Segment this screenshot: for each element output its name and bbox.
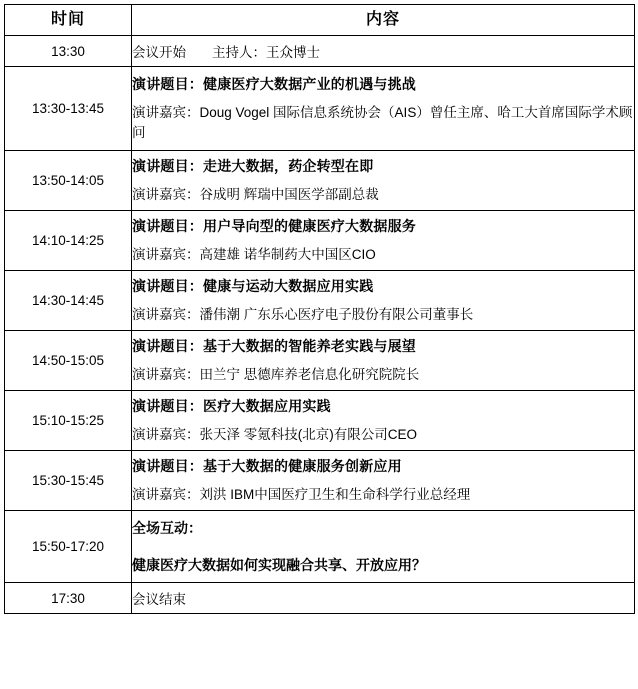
session-title: 演讲题目：健康医疗大数据产业的机遇与挑战: [132, 75, 416, 92]
column-header-time: 时间: [5, 5, 132, 36]
row-content-left: 会议开始: [132, 45, 186, 60]
table-header-row: [5, 5, 635, 36]
table-row: [5, 331, 635, 391]
column-header-content: 内容: [132, 5, 635, 36]
row-content: [132, 583, 635, 614]
panel-topic: 健康医疗大数据如何实现融合共享、开放应用？: [132, 556, 426, 573]
session-title: 演讲题目：走进大数据，药企转型在即: [132, 157, 374, 174]
table-row: [5, 511, 635, 583]
row-content-left: 会议结束: [132, 592, 186, 607]
table-row: [5, 211, 635, 271]
row-time: 17:30: [5, 583, 132, 614]
session-guest: 演讲嘉宾：高建雄 诺华制药大中国区CIO: [132, 246, 376, 262]
session-guest: 演讲嘉宾：谷成明 辉瑞中国医学部副总裁: [132, 186, 379, 202]
row-content: [132, 271, 635, 331]
session-guest: 演讲嘉宾：张天泽 零氪科技(北京)有限公司CEO: [132, 426, 417, 442]
row-content: [132, 36, 635, 67]
row-time: 14:30-14:45: [5, 271, 132, 331]
row-time: 15:10-15:25: [5, 391, 132, 451]
row-time: 13:30-13:45: [5, 67, 132, 151]
session-guest: 演讲嘉宾：田兰宁 思德库养老信息化研究院院长: [132, 366, 420, 382]
table-row: [5, 271, 635, 331]
session-title: 演讲题目：用户导向型的健康医疗大数据服务: [132, 217, 416, 234]
agenda-table: [4, 4, 635, 614]
table-row: [5, 583, 635, 614]
row-time: 14:10-14:25: [5, 211, 132, 271]
session-guest: 演讲嘉宾：刘洪 IBM中国医疗卫生和生命科学行业总经理: [132, 486, 471, 502]
row-content: [132, 151, 635, 211]
row-time: 14:50-15:05: [5, 331, 132, 391]
row-content: [132, 391, 635, 451]
table-row: [5, 67, 635, 151]
row-time: 13:30: [5, 36, 132, 67]
row-content: [132, 67, 635, 151]
session-title: 演讲题目：医疗大数据应用实践: [132, 397, 331, 414]
table-row: [5, 391, 635, 451]
row-content: [132, 331, 635, 391]
row-content: [132, 451, 635, 511]
session-title: 演讲题目：基于大数据的健康服务创新应用: [132, 457, 402, 474]
row-time: 13:50-14:05: [5, 151, 132, 211]
table-row: [5, 36, 635, 67]
row-time: 15:30-15:45: [5, 451, 132, 511]
session-title: 演讲题目：基于大数据的智能养老实践与展望: [132, 337, 416, 354]
session-title: 演讲题目：健康与运动大数据应用实践: [132, 277, 374, 294]
table-row: [5, 151, 635, 211]
panel-label: 全场互动：: [132, 519, 202, 536]
row-content: [132, 211, 635, 271]
row-content: [132, 511, 635, 583]
session-guest: 演讲嘉宾：Doug Vogel 国际信息系统协会（AIS）曾任主席、哈工大首席国际学术顾问: [132, 104, 633, 140]
session-guest: 演讲嘉宾：潘伟潮 广东乐心医疗电子股份有限公司董事长: [132, 306, 474, 322]
row-time: 15:50-17:20: [5, 511, 132, 583]
row-content-right: 主持人：王众博士: [212, 45, 320, 60]
table-row: [5, 451, 635, 511]
